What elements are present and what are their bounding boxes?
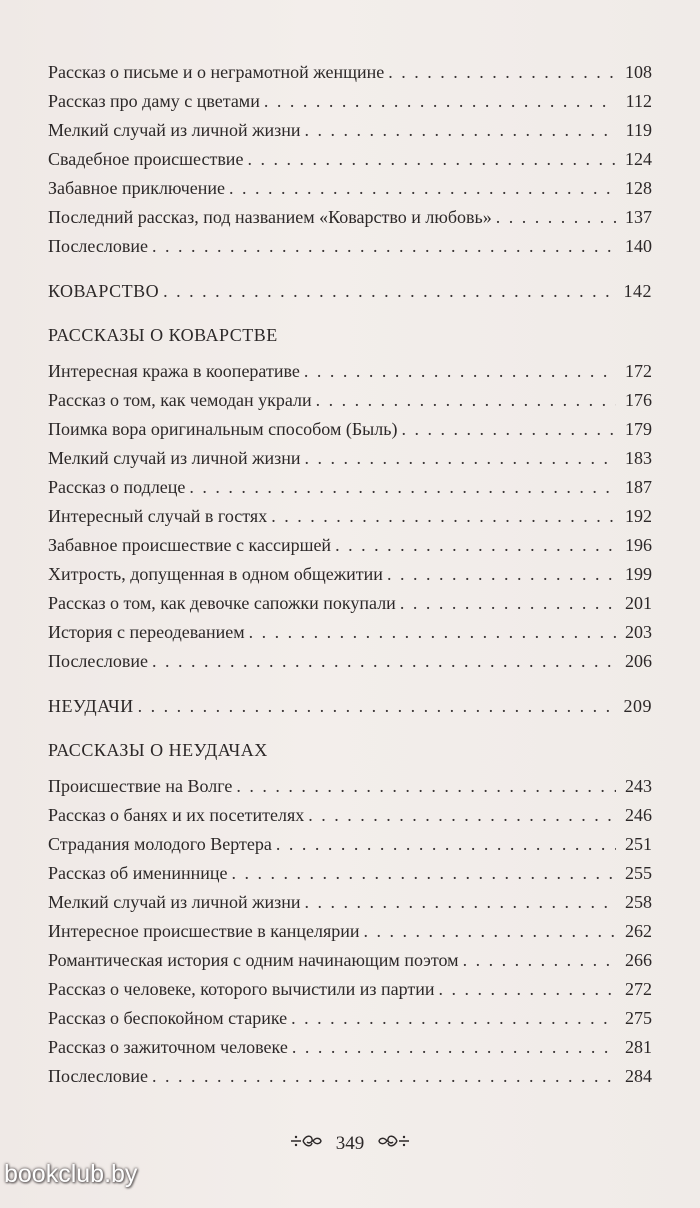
toc-leader-dots (232, 859, 616, 888)
toc-leader-dots (152, 1062, 616, 1091)
toc-entry-title: Рассказ о письме и о неграмотной женщине (48, 62, 385, 82)
toc-group-3 (48, 772, 652, 1091)
toc-entry (48, 801, 652, 830)
toc-leader-dots (291, 1004, 616, 1033)
toc-leader-dots (229, 174, 616, 203)
toc-entry-title: Рассказ о подлеце (48, 477, 186, 497)
toc-entry-page: 255 (625, 863, 652, 883)
toc-entry (48, 830, 652, 859)
toc-entry (48, 232, 652, 261)
toc-entry (48, 87, 652, 116)
toc-entry-title: Забавное происшествие с кассиршей (48, 535, 332, 555)
toc-leader-dots (439, 975, 616, 1004)
toc-entry-page: 179 (625, 419, 652, 439)
toc-section-title: НЕУДАЧИ (48, 696, 134, 716)
toc-entry-title: Свадебное происшествие (48, 149, 244, 169)
fleuron-icon (377, 1133, 411, 1155)
toc-entry-title: Мелкий случай из личной жизни (48, 892, 301, 912)
toc-entry-page: 281 (625, 1037, 652, 1057)
toc-leader-dots (264, 87, 616, 116)
toc-entry-page: 243 (625, 776, 652, 796)
toc-entry-title: Рассказ о банях и их посетителях (48, 805, 305, 825)
toc-entry (48, 444, 652, 473)
toc-leader-dots (496, 203, 616, 232)
page-number: 349 (335, 1132, 365, 1154)
toc-entry-title: Рассказ про даму с цветами (48, 91, 260, 111)
toc-entry-title: Мелкий случай из личной жизни (48, 120, 301, 140)
toc-entry-title: Забавное приключение (48, 178, 226, 198)
toc-entry-page: 108 (625, 62, 652, 82)
toc-leader-dots (152, 232, 616, 261)
toc-entry-page: 275 (625, 1008, 652, 1028)
toc-leader-dots (292, 1033, 616, 1062)
toc-entry-page: 124 (625, 149, 652, 169)
toc-entry-title: Рассказ об имениннице (48, 863, 228, 883)
toc-entry (48, 145, 652, 174)
toc-entry-title: Рассказ о том, как чемодан украли (48, 390, 312, 410)
toc-entry (48, 116, 652, 145)
toc-entry-title: Послесловие (48, 236, 148, 256)
toc-leader-dots (152, 647, 616, 676)
toc-entry-page: 119 (625, 120, 652, 140)
toc-entry-page: 266 (625, 950, 652, 970)
toc-entry-page: 192 (625, 506, 652, 526)
toc-entry (48, 473, 652, 502)
toc-entry-page: 272 (625, 979, 652, 999)
toc-entry-page: 112 (625, 91, 652, 111)
toc-entry-page: 137 (625, 207, 652, 227)
toc-entry (48, 560, 652, 589)
toc-leader-dots (189, 473, 616, 502)
toc-leader-dots (305, 444, 616, 473)
toc-leader-dots (305, 116, 616, 145)
toc-entry-title: Последний рассказ, под названием «Коварство и любовь» (48, 207, 492, 227)
toc-entry-title: Рассказ о беспокойном старике (48, 1008, 288, 1028)
toc-entry (48, 1004, 652, 1033)
toc-entry (48, 357, 652, 386)
toc-entry-title: Рассказ о человеке, которого вычистили из партии (48, 979, 435, 999)
toc-entry-title: Романтическая история с одним начинающим поэтом (48, 950, 459, 970)
toc-entry-page: 258 (625, 892, 652, 912)
table-of-contents (48, 58, 652, 1091)
toc-leader-dots (138, 692, 616, 721)
toc-entry (48, 859, 652, 888)
toc-leader-dots (316, 386, 616, 415)
toc-entry (48, 1062, 652, 1091)
toc-leader-dots (387, 560, 616, 589)
toc-entry-title: Послесловие (48, 1066, 148, 1086)
toc-group-1 (48, 58, 652, 261)
toc-entry (48, 917, 652, 946)
toc-entry-page: 206 (625, 651, 652, 671)
toc-entry-title: История с переодеванием (48, 622, 245, 642)
toc-entry-title: Хитрость, допущенная в одном общежитии (48, 564, 383, 584)
toc-leader-dots (308, 801, 616, 830)
toc-entry-page: 187 (625, 477, 652, 497)
toc-entry-page: 203 (625, 622, 652, 642)
toc-leader-dots (247, 145, 616, 174)
toc-entry (48, 975, 652, 1004)
toc-entry-title: Поимка вора оригинальным способом (Быль) (48, 419, 398, 439)
toc-entry (48, 386, 652, 415)
toc-leader-dots (163, 277, 616, 306)
toc-entry-page: 246 (625, 805, 652, 825)
toc-entry (48, 415, 652, 444)
toc-section-title: КОВАРСТВО (48, 281, 160, 301)
toc-heading-rasskazy-o-kovarstve: РАССКАЗЫ О КОВАРСТВЕ (48, 325, 278, 345)
toc-entry-title: Рассказ о том, как девочке сапожки покупали (48, 593, 396, 613)
toc-entry-page: 172 (625, 361, 652, 381)
toc-entry (48, 58, 652, 87)
toc-leader-dots (388, 58, 616, 87)
toc-entry-title: Интересный случай в гостях (48, 506, 268, 526)
toc-section-page: 209 (623, 696, 652, 716)
toc-entry-title: Интересное происшествие в канцелярии (48, 921, 360, 941)
toc-entry-page: 201 (625, 593, 652, 613)
toc-entry-page: 176 (625, 390, 652, 410)
toc-entry (48, 174, 652, 203)
toc-entry (48, 618, 652, 647)
toc-entry-title: Страдания молодого Вертера (48, 834, 272, 854)
toc-entry-page: 262 (625, 921, 652, 941)
toc-leader-dots (271, 502, 616, 531)
toc-entry (48, 203, 652, 232)
toc-entry-page: 196 (625, 535, 652, 555)
toc-entry-title: Происшествие на Волге (48, 776, 233, 796)
toc-entry (48, 589, 652, 618)
toc-entry (48, 888, 652, 917)
toc-leader-dots (304, 357, 616, 386)
toc-leader-dots (400, 589, 616, 618)
toc-group-2 (48, 357, 652, 676)
toc-section-neudachi (48, 692, 652, 725)
toc-entry-page: 128 (625, 178, 652, 198)
toc-leader-dots (276, 830, 616, 859)
toc-leader-dots (249, 618, 616, 647)
toc-entry-page: 140 (625, 236, 652, 256)
toc-entry-page: 199 (625, 564, 652, 584)
toc-entry (48, 772, 652, 801)
toc-section-page: 142 (623, 281, 652, 301)
toc-section-kovarstvo (48, 277, 652, 310)
toc-entry (48, 1033, 652, 1062)
toc-entry-page: 183 (625, 448, 652, 468)
toc-leader-dots (463, 946, 616, 975)
watermark-text: bookclub.by (4, 1160, 138, 1188)
toc-entry (48, 946, 652, 975)
toc-entry-title: Рассказ о зажиточном человеке (48, 1037, 288, 1057)
toc-leader-dots (305, 888, 616, 917)
toc-entry (48, 502, 652, 531)
toc-entry-title: Послесловие (48, 651, 148, 671)
toc-leader-dots (401, 415, 616, 444)
fleuron-icon (289, 1133, 323, 1155)
toc-entry (48, 647, 652, 676)
toc-leader-dots (364, 917, 616, 946)
toc-entry-page: 284 (625, 1066, 652, 1086)
toc-entry (48, 531, 652, 560)
toc-entry-title: Мелкий случай из личной жизни (48, 448, 301, 468)
toc-heading-rasskazy-o-neudachakh: РАССКАЗЫ О НЕУДАЧАХ (48, 740, 268, 760)
toc-entry-title: Интересная кража в кооперативе (48, 361, 300, 381)
page-footer (0, 1132, 700, 1155)
toc-leader-dots (236, 772, 616, 801)
toc-entry-page: 251 (625, 834, 652, 854)
toc-leader-dots (335, 531, 616, 560)
